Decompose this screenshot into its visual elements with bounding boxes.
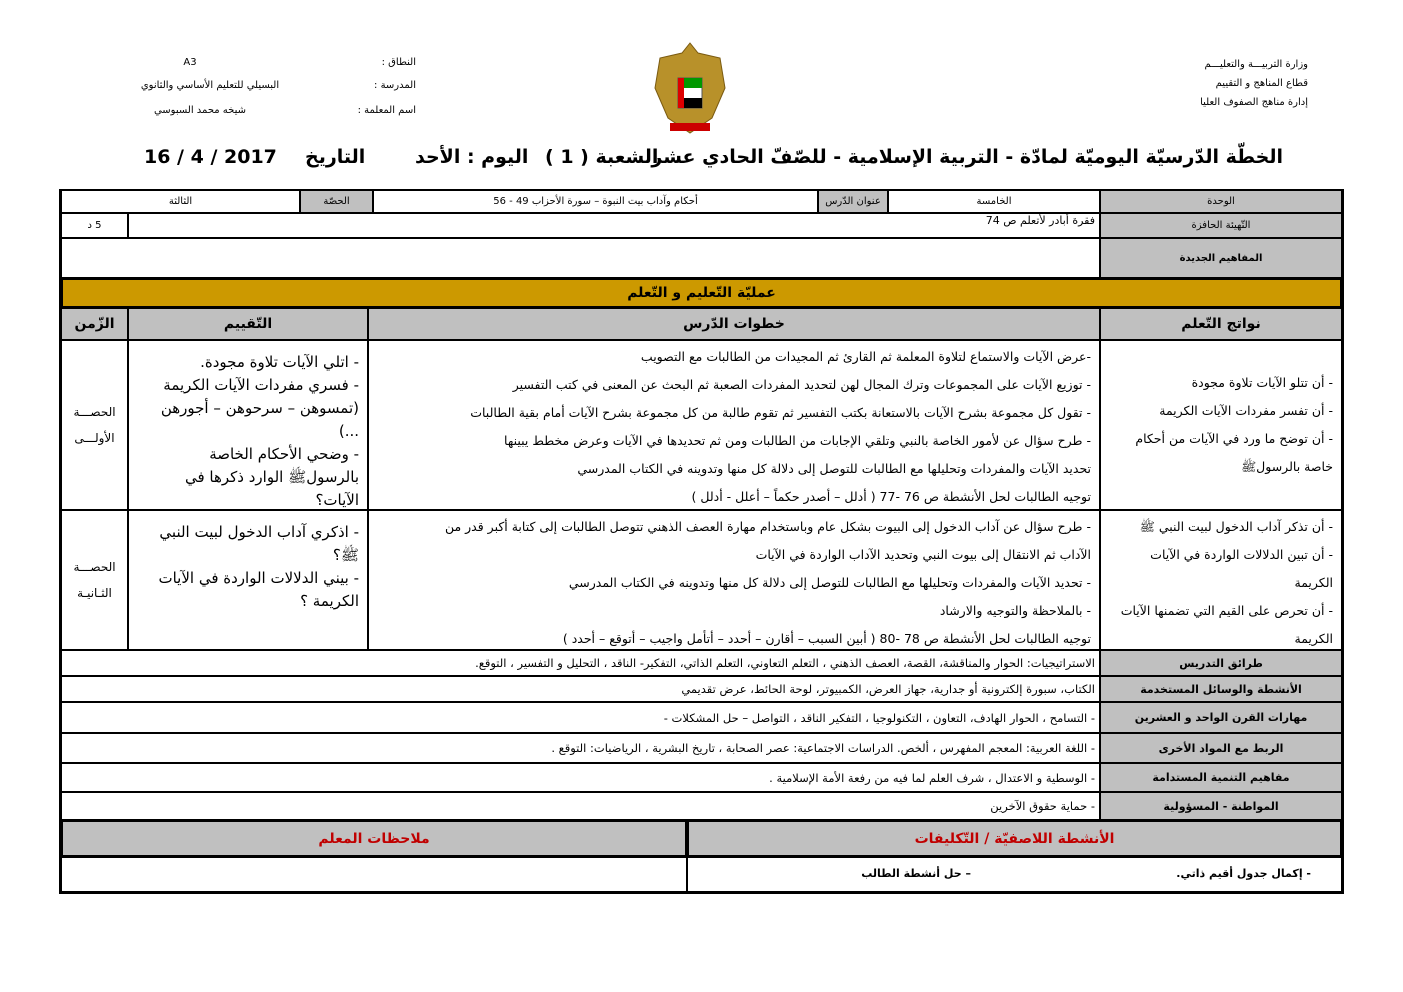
col-steps: خطوات الدّرس xyxy=(368,308,1100,340)
lesson-label: عنوان الدّرس xyxy=(818,190,888,213)
period-value: الثالثة xyxy=(61,190,300,213)
step-item: -عرض الآيات والاستماع لتلاوة المعلمة ثم القارئ ثم المجيدات من الطالبات مع التصويب xyxy=(640,349,1091,364)
steps-cell xyxy=(368,340,1100,510)
eval-item: - اتلي الآيات تلاوة مجودة. xyxy=(200,353,359,371)
uae-emblem xyxy=(650,38,730,138)
outcomes-cell xyxy=(1100,510,1342,650)
eval-cell xyxy=(128,340,368,510)
outcome-item: - أن توضح ما ورد في الآيات من أحكام خاصة بالرسولﷺ xyxy=(1135,431,1333,474)
school-label: المدرسة : xyxy=(374,80,416,91)
outcome-item: - أن تذكر آداب الدخول لبيت النبي ﷺ xyxy=(1139,519,1333,534)
step-item: - تحديد الآيات والمفردات وتحليلها مع الطالبات للتوصل إلى دلالة كل منها وتدوينه في الكتاب المدرسي xyxy=(568,575,1091,590)
school-value: البسيلي للتعليم الأساسي والثانوي xyxy=(140,80,280,91)
process-banner: عمليّة التّعليم و التّعلم xyxy=(61,278,1342,308)
steps-cell xyxy=(368,510,1100,650)
warmup-value: فقرة أبادر لأتعلم ص 74 xyxy=(128,213,1100,238)
extra-value: - اللغة العربية: المعجم المفهرس ، ألخص. الدراسات الاجتماعية: عصر الصحابة ، تاريخ البشرية ، الرياضيات: التوقع . xyxy=(61,733,1100,763)
outcome-item: - أن تتلو الآيات تلاوة مجودة xyxy=(1191,375,1333,390)
step-item: الآداب ثم الانتقال إلى بيوت النبي وتحديد الآداب الواردة في الآيات xyxy=(755,547,1091,562)
unit-label: الوحدة xyxy=(1100,190,1342,213)
notes-body xyxy=(61,857,687,892)
date: 16 / 4 / 2017 xyxy=(144,146,277,168)
extra-label: الربط مع المواد الأخرى xyxy=(1100,733,1342,763)
eval-item: - فسري مفردات الآيات الكريمة (تمسوهن – سرحوهن – أجورهن ...) xyxy=(160,376,359,440)
date-label: التاريخ xyxy=(305,146,366,168)
step-item: توجيه الطالبات لحل الأنشطة ص 76 -77 ( أدلل – أصدر حكماً – أعلل - أدلل ) xyxy=(691,489,1091,504)
step-item: - تقول كل مجموعة بشرح الآيات بالاستعانة بكتب التفسير ثم تقوم طالبة من كل مجموعة بشرح الآيات أمام بقية الطالبات xyxy=(470,405,1091,420)
step-item: تحديد الآيات والمفردات وتحليلها مع الطالبات للتوصل إلى دلالة كل منها وتدوينه في الكتاب المدرسي xyxy=(577,461,1091,476)
extra-value: الكتاب، سبورة إلكترونية أو جدارية، جهاز العرض، الكمبيوتر، لوحة الحائط، عرض تقديمي xyxy=(61,676,1100,702)
activities-body xyxy=(687,857,1342,892)
extra-label: الأنشطة والوسائل المستخدمة xyxy=(1100,676,1342,702)
warmup-time: 5 د xyxy=(61,213,128,238)
outcomes-cell xyxy=(1100,340,1342,510)
outcome-item: - أن تفسر مفردات الآيات الكريمة xyxy=(1159,403,1333,418)
ministry-line: إدارة مناهج الصفوف العليا xyxy=(1200,97,1308,108)
eval-item: - وضحي الأحكام الخاصة بالرسولﷺ الوارد ذكرها في الآيات؟ xyxy=(184,445,359,509)
extra-value: - الوسطية و الاعتدال ، شرف العلم لما فيه من رفعة الأمة الإسلامية . xyxy=(61,763,1100,792)
section: الشعبة ( 1 ) xyxy=(545,146,659,168)
step-item: - طرح سؤال عن آداب الدخول إلى البيوت بشكل عام وباستخدام مهارة العصف الذهني تتوصل الطالبات إلى كتابة أكبر قدر من xyxy=(444,519,1091,534)
eval-item: - بيني الدلالات الواردة في الآيات الكريمة ؟ xyxy=(158,569,359,610)
unit-value: الخامسة xyxy=(888,190,1100,213)
zone-value: A3 xyxy=(183,57,197,68)
ministry-line: وزارة التربيـــة والتعليـــم xyxy=(1204,59,1308,70)
extra-value: - حماية حقوق الآخرين xyxy=(61,792,1100,820)
activity-item: - إكمال جدول أقيم ذاتي. xyxy=(1176,867,1311,880)
notes-header: ملاحظات المعلم xyxy=(61,820,687,857)
col-time: الزّمن xyxy=(61,308,128,340)
step-item: توجيه الطالبات لحل الأنشطة ص 78 -80 ( أبين السبب – أقارن – أحدد – أتأمل واجيب – أتوقع – أحدد ) xyxy=(562,631,1091,646)
step-item: - بالملاحظة والتوجيه والارشاد xyxy=(939,603,1091,618)
concepts-label: المفاهيم الجديدة xyxy=(1100,238,1342,278)
day: اليوم : الأحد xyxy=(415,146,529,168)
ministry-line: قطاع المناهج و التقييم xyxy=(1215,78,1308,89)
time-cell: الحصـــة الأولـــى xyxy=(61,340,128,510)
step-item: - توزيع الآيات على المجموعات وترك المجال لهن لتحديد المفردات الصعبة ثم البحث عن المعنى في كتب التفسير xyxy=(512,377,1091,392)
extra-label: المواطنة - المسؤولية xyxy=(1100,792,1342,820)
zone-label: النطاق : xyxy=(381,57,416,68)
activities-header: الأنشطة اللاصفيّة / التّكليفات xyxy=(687,820,1342,857)
extra-label: طرائق التدريس xyxy=(1100,650,1342,676)
concepts-value xyxy=(61,238,1100,278)
eval-item: - اذكري آداب الدخول لبيت النبي ﷺ؟ xyxy=(159,523,359,564)
extra-label: مفاهيم التنمية المستدامة xyxy=(1100,763,1342,792)
teacher-label: اسم المعلمة : xyxy=(357,105,416,116)
teacher-value: شيخه محمد السبوسي xyxy=(153,105,247,116)
eval-cell xyxy=(128,510,368,650)
extra-value: - التسامح ، الحوار الهادف، التعاون ، التكنولوجيا ، التفكير الناقد ، التواصل – حل المشكلات - xyxy=(61,702,1100,733)
extra-value: الاستراتيجيات: الحوار والمناقشة، القصة، العصف الذهني ، التعلم التعاوني، التعلم الذاتي، التفكير- الناقد ، التحليل و التفسير ، التوقع. xyxy=(61,650,1100,676)
outcome-item: - أن تبين الدلالات الواردة في الآيات الكريمة xyxy=(1150,547,1333,590)
plan-title: الخطّة الدّرسيّة اليوميّة لمادّة - التربية الإسلامية - للصّفّ الحادي عشر xyxy=(651,146,1283,168)
period-label: الحصّة xyxy=(300,190,373,213)
activity-item: – حل أنشطة الطالب xyxy=(861,867,971,880)
step-item: - طرح سؤال عن لأمور الخاصة بالنبي وتلقي الإجابات من الطالبات ومن ثم تحديدها في الآيات وعرض مخطط يبينها xyxy=(504,433,1091,448)
extra-label: مهارات القرن الواحد و العشرين xyxy=(1100,702,1342,733)
outcome-item: - أن تحرص على القيم التي تضمنها الآيات الكريمة xyxy=(1120,603,1333,646)
ministry-block xyxy=(1200,55,1308,112)
warmup-label: التّهيئة الحافزة xyxy=(1100,213,1342,238)
col-eval: التّقييم xyxy=(128,308,368,340)
col-outcomes: نواتج التّعلم xyxy=(1100,308,1342,340)
time-cell: الحصـــة الثـانيـة xyxy=(61,510,128,650)
lesson-title: أحكام وآداب بيت النبوة – سورة الأحزاب 49 - 56 xyxy=(373,190,818,213)
